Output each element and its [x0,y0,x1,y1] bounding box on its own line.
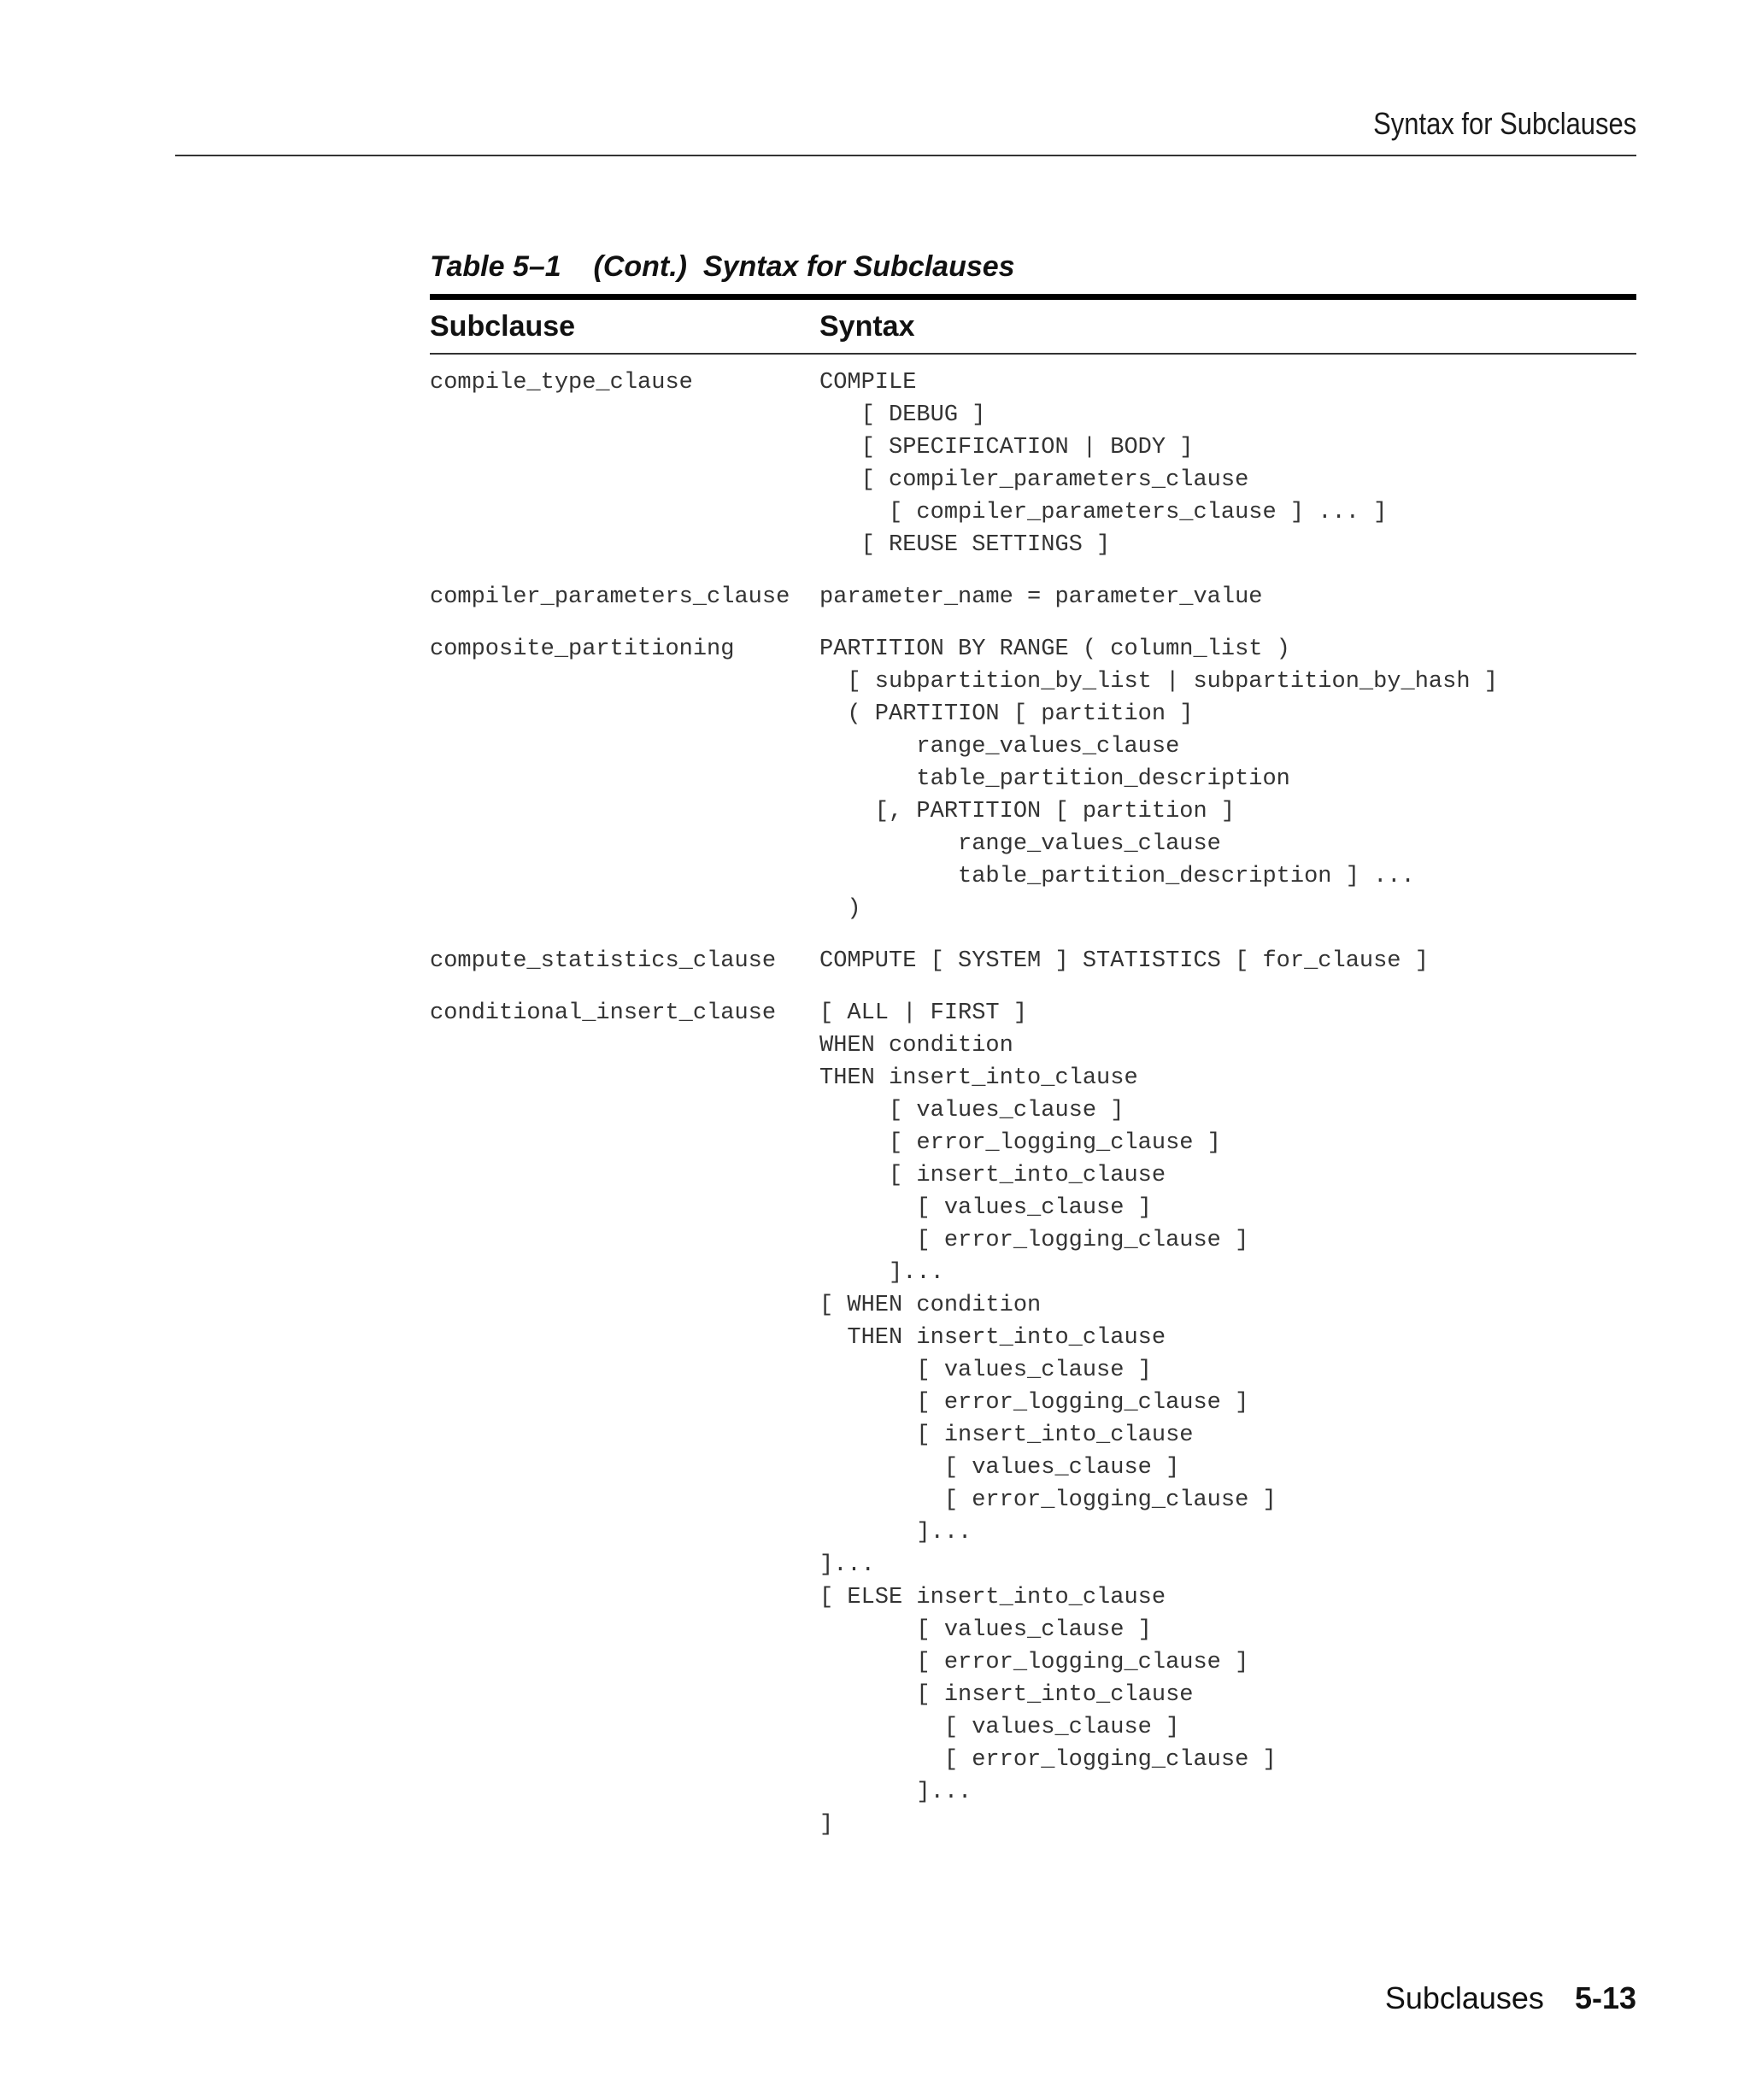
footer-section-title: Subclauses [1384,1980,1544,2015]
column-header-syntax: Syntax [819,309,915,343]
syntax-text: COMPILE [ DEBUG ] [ SPECIFICATION | BODY ] [ compiler_parameters_clause [ compiler_parameters_clause ] ... ] [ REUSE SETTINGS ] [819,370,1388,558]
table-row [430,633,1636,925]
running-header-title: Syntax for Subclauses [1372,106,1636,141]
syntax-text: parameter_name = parameter_value [819,584,1263,610]
table-body [430,355,1636,1841]
header-rule [175,155,1636,156]
table-row [430,945,1636,977]
subclause-name: conditional_insert_clause [430,1000,777,1026]
page-footer [1385,1980,1636,2016]
syntax-text: [ ALL | FIRST ] WHEN condition THEN insert_into_clause [ values_clause ] [ error_logging_clause ] [ insert_into_clause [ values_clause ] [ error_logging_clause ] ]... [ WHEN condition THEN insert_into_clause [ values_clause ] [ error_logging_clause ] [ insert_into_clause [ values_clause ] [ error_logging_clause ] ]... ]... [ ELSE insert_into_clause [ values_clause ] [ error_logging_clause ] [ insert_into_clause [ values_clause ] [ error_logging_clause ] ]... ] [819,1000,1277,1838]
subclause-name: composite_partitioning [430,636,735,662]
subclause-name: compute_statistics_clause [430,948,777,974]
syntax-table [430,248,1636,1861]
subclause-name: compile_type_clause [430,370,693,396]
subclause-name: compiler_parameters_clause [430,584,790,610]
table-row [430,997,1636,1841]
column-header-subclause: Subclause [430,309,576,343]
syntax-text: COMPUTE [ SYSTEM ] STATISTICS [ for_clause ] [819,948,1429,974]
table-header-row [430,300,1636,353]
syntax-text: PARTITION BY RANGE ( column_list ) [ subpartition_by_list | subpartition_by_hash ] ( PARTITION [ partition ] range_values_clause table_partition_description [, PARTITION [ partition ] range_values_clause table_partition_description ] ... ) [819,636,1498,922]
page-number: 5-13 [1574,1980,1636,2015]
table-top-rule [430,294,1636,300]
table-row [430,367,1636,561]
table-caption: Table 5–1 (Cont.) Syntax for Subclauses [430,250,1015,283]
table-row [430,581,1636,613]
